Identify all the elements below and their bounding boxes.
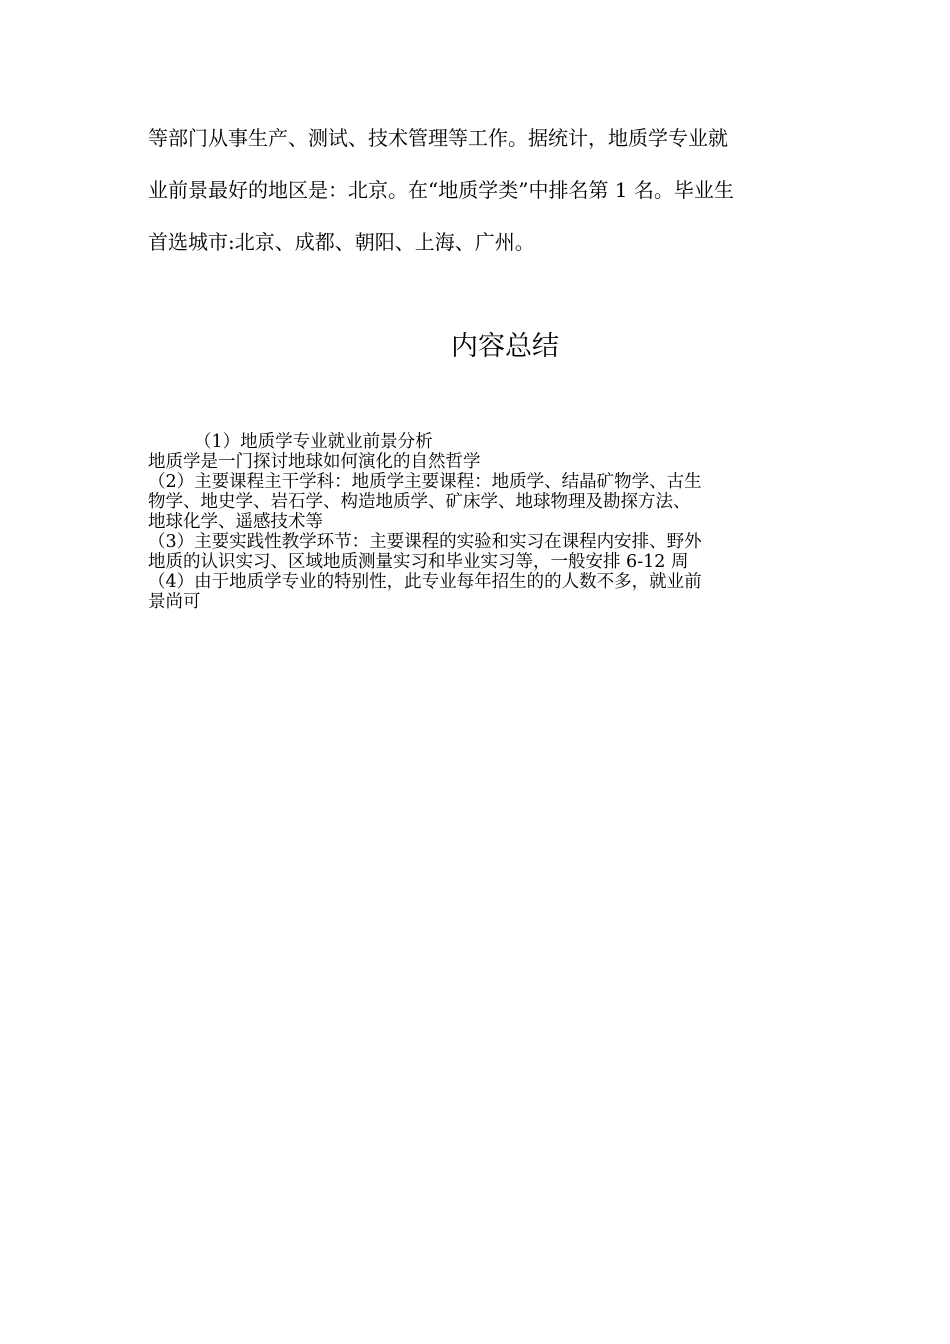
summary-line: 地质的认识实习、区域地质测量实习和毕业实习等，一般安排 6-12 周 [148,552,689,572]
intro-line: 业前景最好的地区是：北京。在“地质学类”中排名第 1 名。毕业生 [148,178,734,202]
intro-line: 等部门从事生产、测试、技术管理等工作。据统计，地质学专业就 [148,126,728,150]
section-title: 内容总结 [451,331,559,362]
summary-body [148,432,808,612]
summary-line: 景尚可 [148,592,201,612]
intro-line: 首选城市:北京、成都、朝阳、上海、广州。 [148,230,535,254]
summary-line: （2）主要课程主干学科：地质学主要课程：地质学、结晶矿物学、古生 [148,472,702,492]
summary-line: （1）地质学专业就业前景分析 [194,432,433,452]
summary-line: 地质学是一门探讨地球如何演化的自然哲学 [148,452,481,472]
summary-line: （3）主要实践性教学环节：主要课程的实验和实习在课程内安排、野外 [148,532,702,552]
summary-line: 地球化学、遥感技术等 [148,512,323,532]
summary-line: 物学、地史学、岩石学、构造地质学、矿床学、地球物理及勘探方法、 [148,492,691,512]
summary-line: （4）由于地质学专业的特别性，此专业每年招生的的人数不多，就业前 [148,572,702,592]
